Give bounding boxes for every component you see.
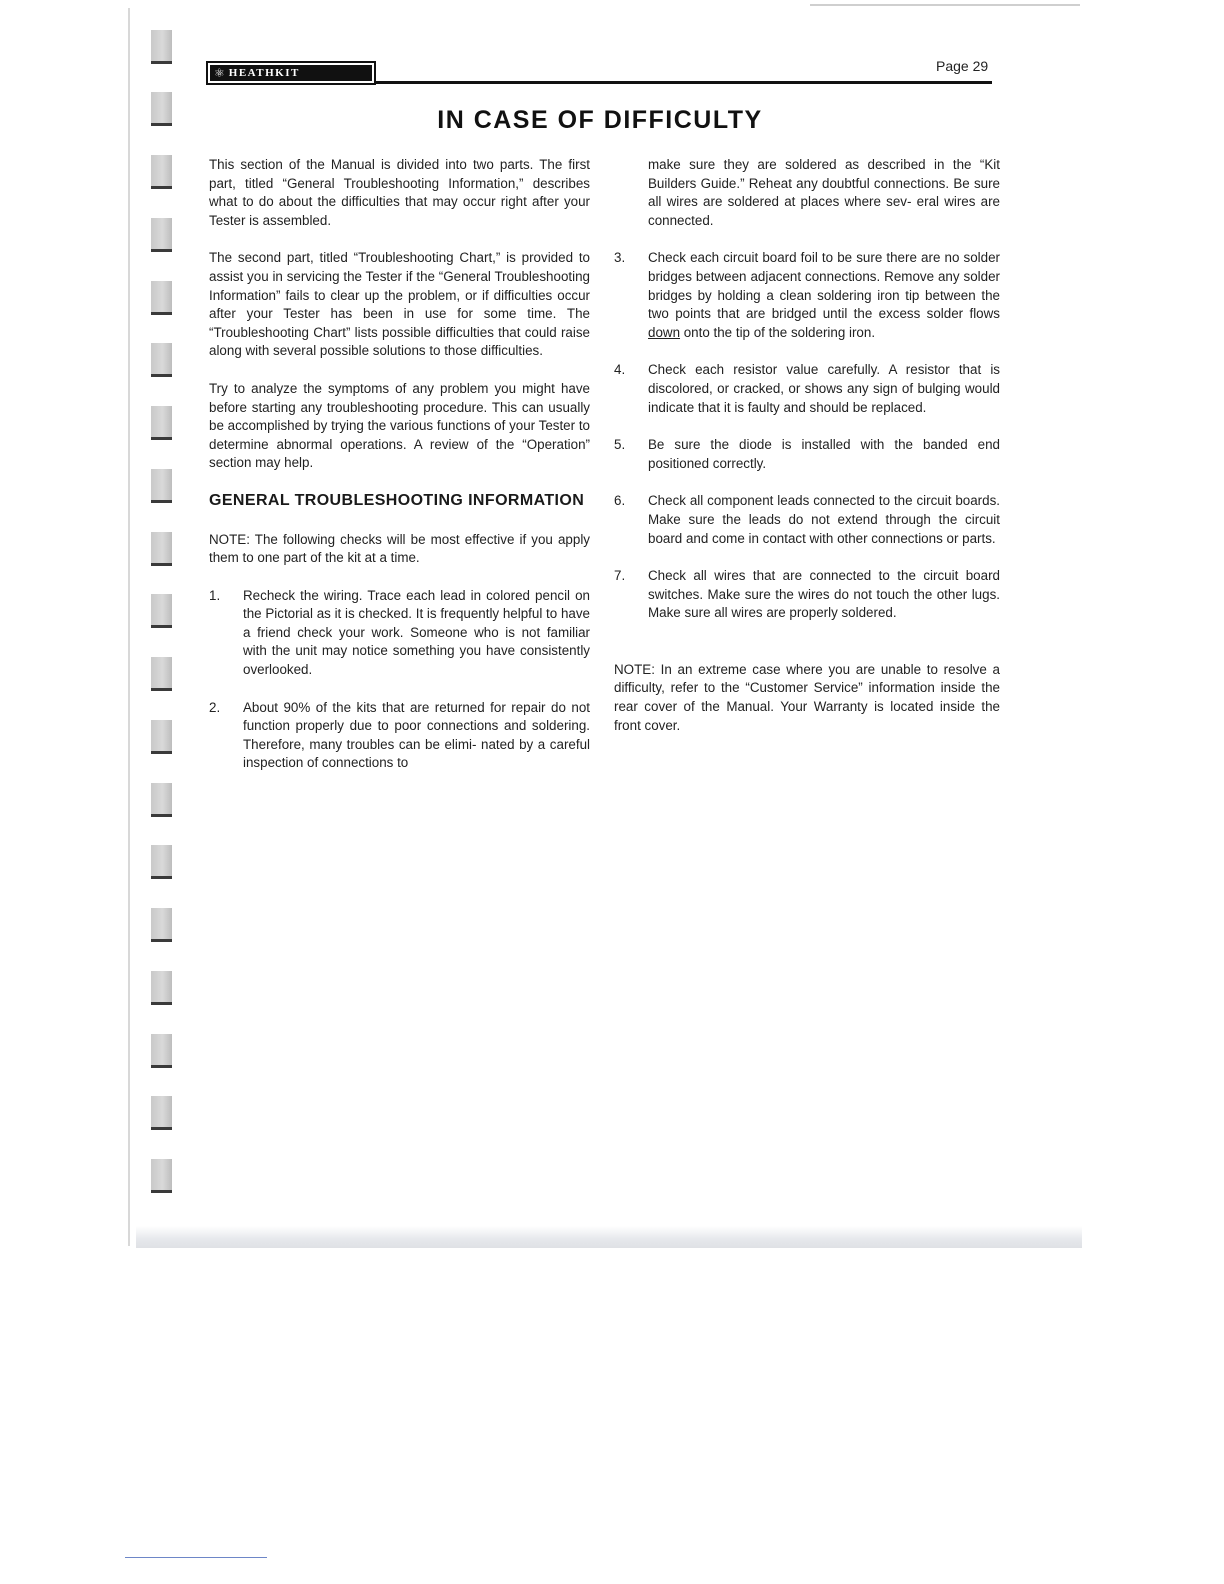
punch-hole [151, 1159, 172, 1193]
intro-paragraph: Try to analyze the symptoms of any problem you might have before starting any troubleshooting procedure. This can usually be accomplished by trying the various functions of your Tester to determine abnormal operations. A review of the “Operation” section may help. [209, 380, 590, 471]
item-text: Check all wires that are connected to the circuit board switches. Make sure the wires do not touch the other lugs. Make sure all wires are properly soldered. [648, 568, 1000, 621]
page-shadow [136, 1226, 1082, 1248]
punch-hole [151, 92, 172, 126]
note-paragraph: NOTE: In an extreme case where you are unable to resolve a difficulty, refer to the “Customer Service” information inside the rear cover of the Manual. Your Warranty is located inside the front cover. [614, 661, 1000, 733]
item-number: 1. [209, 587, 221, 603]
left-column [209, 156, 590, 773]
item-text-part: onto the tip of the soldering iron. [680, 324, 876, 340]
punch-hole [151, 594, 172, 628]
punch-hole [151, 908, 172, 942]
punch-hole [151, 218, 172, 252]
header-rule [376, 81, 992, 84]
item-number: 5. [614, 437, 626, 453]
section-heading: GENERAL TROUBLESHOOTING INFORMATION [209, 491, 585, 509]
intro-paragraph: The second part, titled “Troubleshooting Chart,” is provided to assist you in servicing the Tester if the “General Troubleshooting Information” fails to clear up the problem, or if difficulties occur after your Tester has been in use for some time. The “Troubleshooting Chart” lists possible difficulties that could raise along with several possible solutions to those difficulties. [209, 250, 590, 359]
list-item [614, 436, 1000, 473]
punch-hole [151, 1034, 172, 1068]
punch-hole [151, 1096, 172, 1130]
underlined-word: down [648, 324, 681, 340]
list-item [614, 249, 1000, 342]
punch-hole [151, 30, 172, 64]
punch-hole [151, 406, 172, 440]
list-item [209, 699, 590, 773]
right-column [614, 156, 1000, 735]
list-item [209, 587, 590, 680]
item-text: About 90% of the kits that are returned for repair do not function properly due to poor connections and soldering. Therefore, many troubles can be elimi- nated by a careful inspection of connections to [243, 699, 590, 771]
punch-hole [151, 155, 172, 189]
item-text-part: Check each circuit board foil to be sure there are no solder bridges between adjacent connections. Remove any solder bridges by holding a clean soldering iron tip between the two points that are bridged until the excess solder flows [648, 250, 1000, 322]
item-text: Check each resistor value carefully. A resistor that is discolored, or cracked, or shows any sign of bulging would indicate that it is faulty and should be replaced. [648, 362, 1000, 415]
intro-paragraph: This section of the Manual is divided into two parts. The first part, titled “General Troubleshooting Information,” describes what to do about the difficulties that may occur right after your Tester is assembled. [209, 157, 590, 228]
page-number: Page 29 [936, 58, 989, 74]
atom-icon: ⚛ [214, 66, 225, 80]
punch-hole [151, 783, 172, 817]
page-title: IN CASE OF DIFFICULTY [437, 106, 763, 134]
note-paragraph: NOTE: The following checks will be most effective if you apply them to one part of the kit at a time. [209, 531, 590, 566]
item-text: Check all component leads connected to the circuit boards. Make sure the leads do not extend through the circuit board and come in contact with other connections or parts. [648, 493, 1000, 546]
punch-hole [151, 971, 172, 1005]
item-number: 2. [209, 699, 221, 715]
logo-band [210, 65, 372, 81]
list-item [614, 567, 1000, 623]
list-item [614, 361, 1000, 417]
item-number: 4. [614, 362, 626, 378]
logo-text: HEATHKIT [228, 67, 300, 79]
continued-text: make sure they are soldered as described in the “Kit Builders Guide.” Reheat any doubtful connections. Be sure all wires are soldered at places where sev- eral wires are connected. [648, 157, 1000, 228]
item-text [648, 249, 1000, 342]
punch-hole [151, 532, 172, 566]
punch-hole [151, 657, 172, 691]
punch-hole [151, 281, 172, 315]
item-text: Recheck the wiring. Trace each lead in colored pencil on the Pictorial as it is checked. It is frequently helpful to have a friend check your work. Someone who is not familiar with the unit may notice something you have consistently overlooked. [243, 587, 590, 678]
item-number: 3. [614, 250, 626, 266]
scan-edge-line [810, 4, 1080, 6]
punch-hole [151, 720, 172, 754]
item-number: 6. [614, 493, 626, 509]
heathkit-logo [206, 61, 376, 85]
item-number: 7. [614, 568, 626, 584]
punch-hole [151, 469, 172, 503]
list-item [614, 492, 1000, 548]
punch-hole [151, 343, 172, 377]
footer-rule [125, 1557, 267, 1558]
item-text: Be sure the diode is installed with the banded end positioned correctly. [648, 437, 1000, 471]
punch-hole [151, 845, 172, 879]
